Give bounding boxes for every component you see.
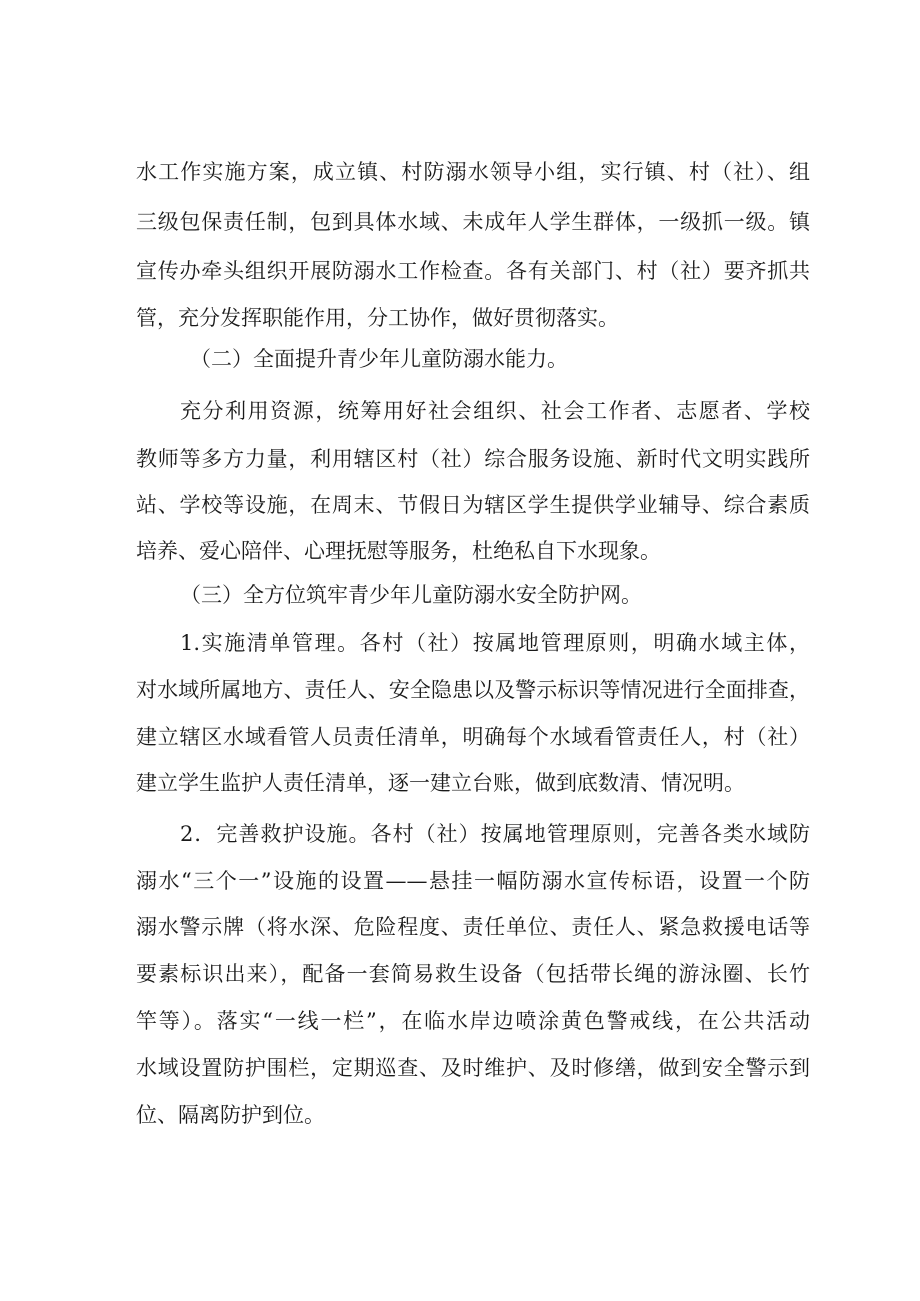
text-line: 管，充分发挥职能作用，分工协作，做好贯彻落实。 — [136, 306, 619, 330]
text-line: 宣传办牵头组织开展防溺水工作检查。各有关部门、村（社）要齐抓共 — [136, 259, 810, 283]
text-line: 三级包保责任制，包到具体水域、未成年人学生群体，一级抓一级。镇 — [136, 210, 810, 234]
text-line: 培养、爱心陪伴、心理抚慰等服务，杜绝私自下水现象。 — [136, 539, 661, 563]
text-line: 站、学校等设施，在周末、节假日为辖区学生提供学业辅导、综合素质 — [136, 493, 810, 517]
text-line: 充分利用资源，统筹用好社会组织、社会工作者、志愿者、学校 — [180, 399, 810, 423]
text-line: 建立学生监护人责任清单，逐一建立台账，做到底数清、情况明。 — [136, 771, 745, 795]
text-line: 水工作实施方案，成立镇、村防溺水领导小组，实行镇、村（社）、组 — [136, 160, 810, 184]
text-line: 溺水“三个一”设施的设置——悬挂一幅防溺水宣传标语，设置一个防 — [136, 869, 810, 893]
section-heading: （二）全面提升青少年儿童防溺水能力。 — [190, 347, 568, 371]
text-line: 建立辖区水域看管人员责任清单，明确每个水域看管责任人，村（社） — [136, 725, 810, 749]
section-heading: （三）全方位筑牢青少年儿童防溺水安全防护网。 — [180, 583, 642, 607]
text-line: 水域设置防护围栏，定期巡查、及时维护、及时修缮，做到安全警示到 — [136, 1056, 810, 1080]
text-line: 教师等多方力量，利用辖区村（社）综合服务设施、新时代文明实践所 — [136, 447, 810, 471]
text-line: 溺水警示牌（将水深、危险程度、责任单位、责任人、紧急救援电话等 — [136, 915, 810, 939]
text-line: 对水域所属地方、责任人、安全隐患以及警示标识等情况进行全面排查， — [136, 678, 810, 702]
text-line: 1.实施清单管理。各村（社）按属地管理原则，明确水域主体， — [180, 631, 810, 655]
text-line: 位、隔离防护到位。 — [136, 1103, 325, 1127]
text-line: 2．完善救护设施。各村（社）按属地管理原则，完善各类水域防 — [180, 822, 810, 846]
text-line: 竿等）。落实“一线一栏”，在临水岸边喷涂黄色警戒线，在公共活动 — [136, 1009, 810, 1033]
text-line: 要素标识出来），配备一套简易救生设备（包括带长绳的游泳圈、长竹 — [136, 962, 810, 986]
